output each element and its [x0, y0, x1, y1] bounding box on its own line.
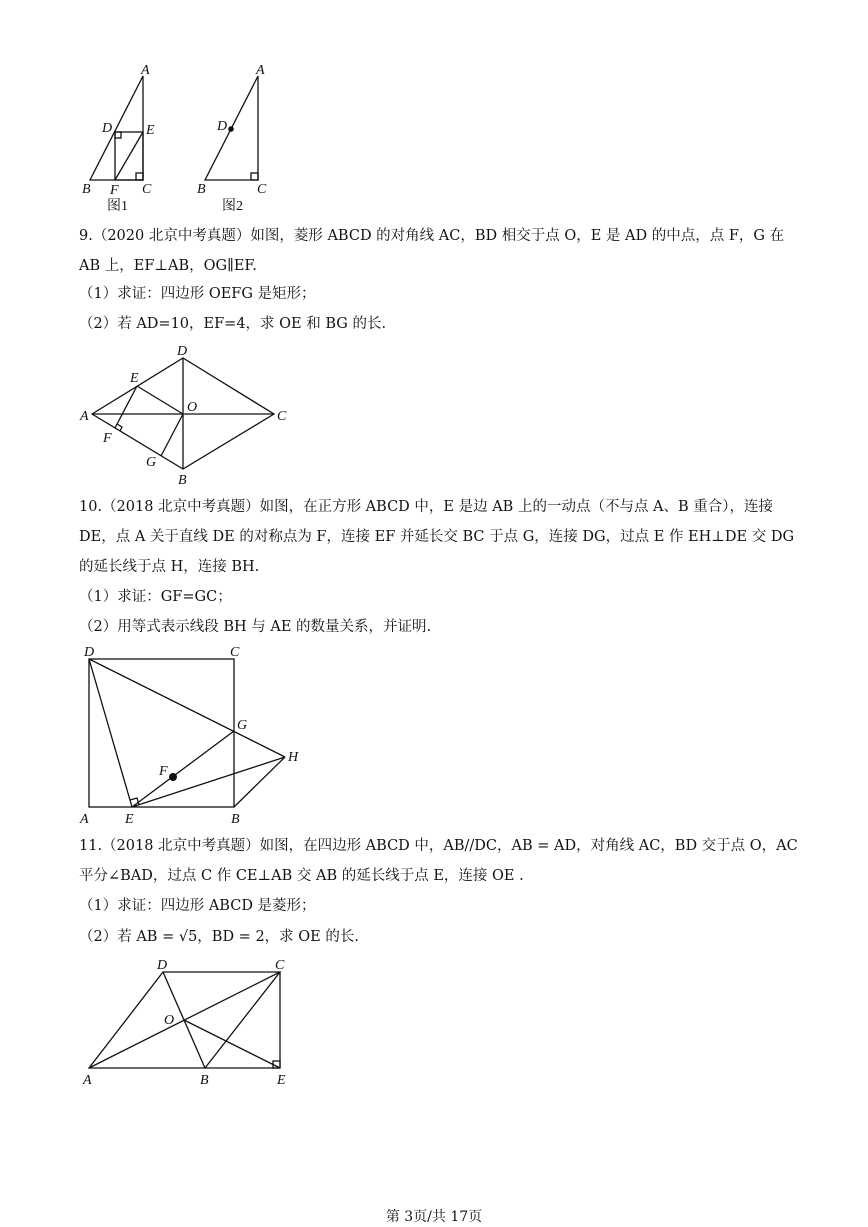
label-a: A — [83, 1073, 92, 1088]
label-a: A — [80, 409, 89, 424]
segment-ef — [115, 386, 137, 428]
problem-10-line-1: 10.（2018 北京中考真题）如图，在正方形 ABCD 中，E 是边 AB 上的一动点（不与点 A、B 重合），连接 — [79, 499, 774, 515]
label-b: B — [231, 812, 240, 827]
label-b: B — [178, 473, 187, 488]
segment-eg — [132, 731, 234, 807]
page-number: 第 3页/共 17页 — [385, 1209, 483, 1225]
point-f — [169, 773, 177, 781]
problem-11-question-2: （2）若 AB = √5，BD = 2，求 OE 的长. — [79, 929, 359, 945]
label-g: G — [146, 455, 157, 470]
problem-11-line-2: 平分∠BAD，过点 C 作 CE⊥AB 交 AB 的延长线于点 E，连接 OE . — [79, 868, 524, 884]
label-g: G — [237, 718, 248, 733]
point-d — [228, 126, 234, 132]
segment-oe — [137, 386, 183, 414]
problem-10-line-2: DE，点 A 关于直线 DE 的对称点为 F，连接 EF 并延长交 BC 于点 G，连接 DG，过点 E 作 EH⊥DE 交 DG — [79, 529, 795, 545]
label-a: A — [256, 63, 265, 78]
problem-10-question-1: （1）求证：GF=GC； — [79, 589, 232, 605]
label-f: F — [159, 764, 168, 779]
right-angle-c — [251, 173, 258, 180]
problem-10-question-2: （2）用等式表示线段 BH 与 AE 的数量关系，并证明. — [79, 619, 432, 635]
segment-bh — [234, 757, 285, 807]
problem-11-question-1: （1）求证：四边形 ABCD 是菱形； — [79, 898, 316, 914]
label-f: F — [103, 431, 112, 446]
label-c: C — [230, 645, 240, 660]
figure-caption: 图1 — [107, 199, 128, 214]
label-b: B — [200, 1073, 209, 1088]
problem-9-question-2: （2）若 AD=10，EF=4，求 OE 和 BG 的长. — [79, 316, 387, 332]
label-c: C — [277, 409, 287, 424]
label-e: E — [125, 812, 134, 827]
right-angle-c — [136, 173, 143, 180]
label-c: C — [257, 182, 267, 197]
problem-9-figure — [75, 338, 300, 488]
label-b: B — [82, 182, 91, 197]
label-d: D — [84, 645, 95, 660]
label-o: O — [187, 400, 198, 415]
segment-eh — [132, 757, 285, 807]
segment-dh — [89, 659, 285, 757]
label-d: D — [102, 121, 113, 136]
problem-9-question-1: （1）求证：四边形 OEFG 是矩形； — [79, 286, 316, 302]
label-a: A — [141, 63, 150, 78]
label-e: E — [130, 371, 139, 386]
label-d: D — [217, 119, 228, 134]
segment-oe — [184, 1020, 280, 1068]
problem-9-line-1: 9.（2020 北京中考真题）如图，菱形 ABCD 的对角线 AC，BD 相交于点 O，E 是 AD 的中点，点 F，G 在 — [79, 228, 785, 244]
right-angle-d — [115, 132, 121, 138]
triangle-abc — [90, 76, 143, 180]
label-e: E — [277, 1073, 286, 1088]
label-c: C — [275, 958, 285, 973]
label-b: B — [197, 182, 206, 197]
problem-10-line-3: 的延长线于点 H，连接 BH. — [79, 559, 260, 575]
segment-de — [89, 659, 132, 807]
label-h: H — [288, 750, 299, 765]
problem-10-figure — [75, 640, 315, 830]
problem-9-line-2: AB 上，EF⊥AB，OG∥EF. — [79, 258, 257, 274]
problem-11-figure — [75, 952, 305, 1090]
label-f: F — [110, 183, 119, 198]
label-o: O — [164, 1013, 175, 1028]
problem-11-line-1: 11.（2018 北京中考真题）如图，在四边形 ABCD 中，AB//DC，AB = AD，对角线 AC，BD 交于点 O，AC — [79, 838, 798, 854]
figure-2 — [195, 62, 285, 214]
segment-og — [161, 414, 183, 456]
figure-1 — [80, 62, 170, 214]
label-e: E — [146, 123, 155, 138]
label-c: C — [142, 182, 152, 197]
label-a: A — [80, 812, 89, 827]
figure-caption: 图2 — [222, 199, 243, 214]
label-d: D — [177, 344, 188, 359]
label-d: D — [157, 958, 168, 973]
